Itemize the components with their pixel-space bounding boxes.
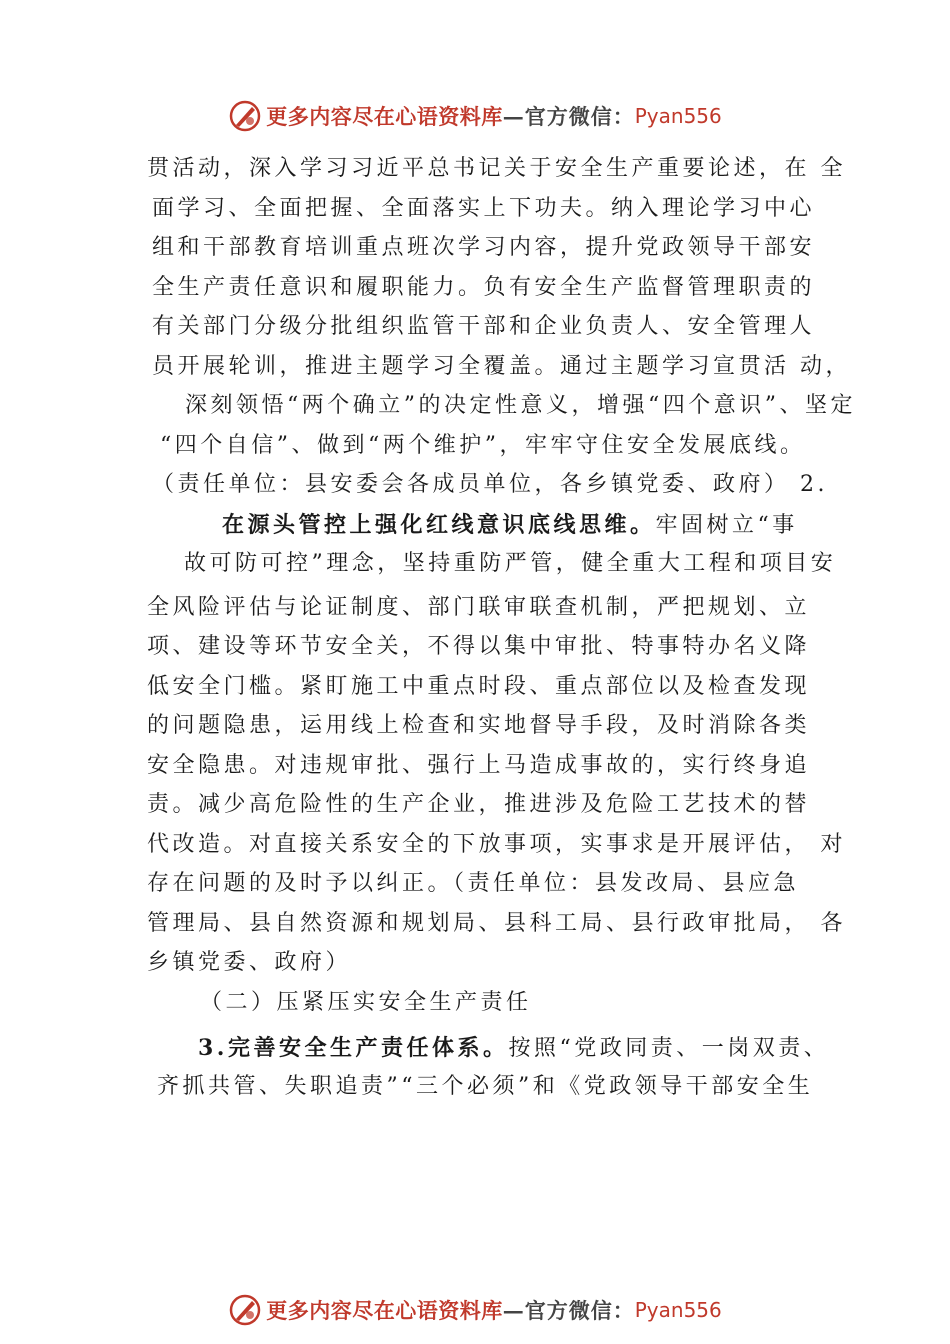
body-line-2: 面学习、全面把握、全面落实上下功夫。纳入理论学习中心: [152, 196, 816, 221]
body-line-18: 代改造。对直接关系安全的下放事项，实事求是开展评估， 对: [147, 832, 846, 857]
body-line-1: 贯活动，深入学习习近平总书记关于安全生产重要论述，在 全: [147, 156, 846, 181]
body-line-20: 管理局、县自然资源和规划局、县科工局、县行政审批局， 各: [147, 911, 846, 936]
body-line-4: 全生产责任意识和履职能力。负有安全生产监督管理职责的: [152, 275, 816, 300]
watermark-dash: —: [502, 103, 525, 129]
body-line-7: 深刻领悟“两个确立”的决定性意义，增强“四个意识”、坚定: [185, 393, 856, 418]
item-3-text: 按照“党政同责、一岗双责、: [508, 1036, 830, 1061]
body-line-8: “四个自信”、做到“两个维护”，牢牢守住安全发展底线。: [160, 433, 806, 458]
body-line-15: 的问题隐患，运用线上检查和实地督导手段，及时消除各类: [147, 713, 811, 738]
watermark-prefix: 更多内容尽在心语资料库: [266, 1298, 503, 1323]
watermark-header: [0, 96, 950, 136]
body-line-3: 组和干部教育培训重点班次学习内容，提升党政领导干部安: [152, 235, 816, 260]
body-line-10: [222, 510, 798, 541]
item-3-heading: 3.完善安全生产责任体系。: [198, 1035, 509, 1061]
watermark-middle: 官方微信：: [524, 104, 635, 129]
body-line-24: 齐抓共管、失职追责”“三个必须”和《党政领导干部安全生: [157, 1074, 814, 1099]
watermark-middle: 官方微信：: [524, 1298, 635, 1323]
watermark-id: Pyan556: [634, 1298, 722, 1322]
watermark-id: Pyan556: [634, 104, 722, 128]
item-2-heading: 在源头管控上强化红线意识底线思维。: [222, 512, 656, 538]
body-line-11: 故可防可控”理念，坚持重防严管，健全重大工程和项目安: [184, 551, 837, 576]
pen-seal-logo-icon: [228, 1293, 262, 1327]
body-line-23: [198, 1033, 829, 1064]
body-line-14: 低安全门槛。紧盯施工中重点时段、重点部位以及检查发现: [147, 674, 811, 699]
body-line-17: 责。减少高危险性的生产企业，推进涉及危险工艺技术的替: [147, 792, 811, 817]
body-line-5: 有关部门分级分批组织监管干部和企业负责人、安全管理人: [152, 314, 816, 339]
body-line-6: 员开展轮训，推进主题学习全覆盖。通过主题学习宣贯活 动，: [152, 354, 851, 379]
body-line-12: 全风险评估与论证制度、部门联审联查机制，严把规划、立: [147, 595, 811, 620]
body-line-16: 安全隐患。对违规审批、强行上马造成事故的，实行终身追: [147, 753, 811, 778]
watermark-dash: —: [502, 1297, 525, 1323]
pen-seal-logo-icon: [228, 99, 262, 133]
body-line-21: 乡镇党委、政府）: [147, 950, 352, 975]
body-line-9: （责任单位：县安委会各成员单位，各乡镇党委、政府） 2.: [152, 472, 828, 497]
body-line-19: 存在问题的及时予以纠正。（责任单位：县发改局、县应急: [147, 871, 800, 896]
watermark-prefix: 更多内容尽在心语资料库: [266, 104, 503, 129]
body-line-13: 项、建设等环节安全关，不得以集中审批、特事特办名义降: [147, 634, 811, 659]
section-heading-2: （二）压紧压实安全生产责任: [200, 990, 532, 1015]
item-2-text: 牢固树立“事: [655, 513, 798, 538]
watermark-footer: [0, 1290, 950, 1330]
